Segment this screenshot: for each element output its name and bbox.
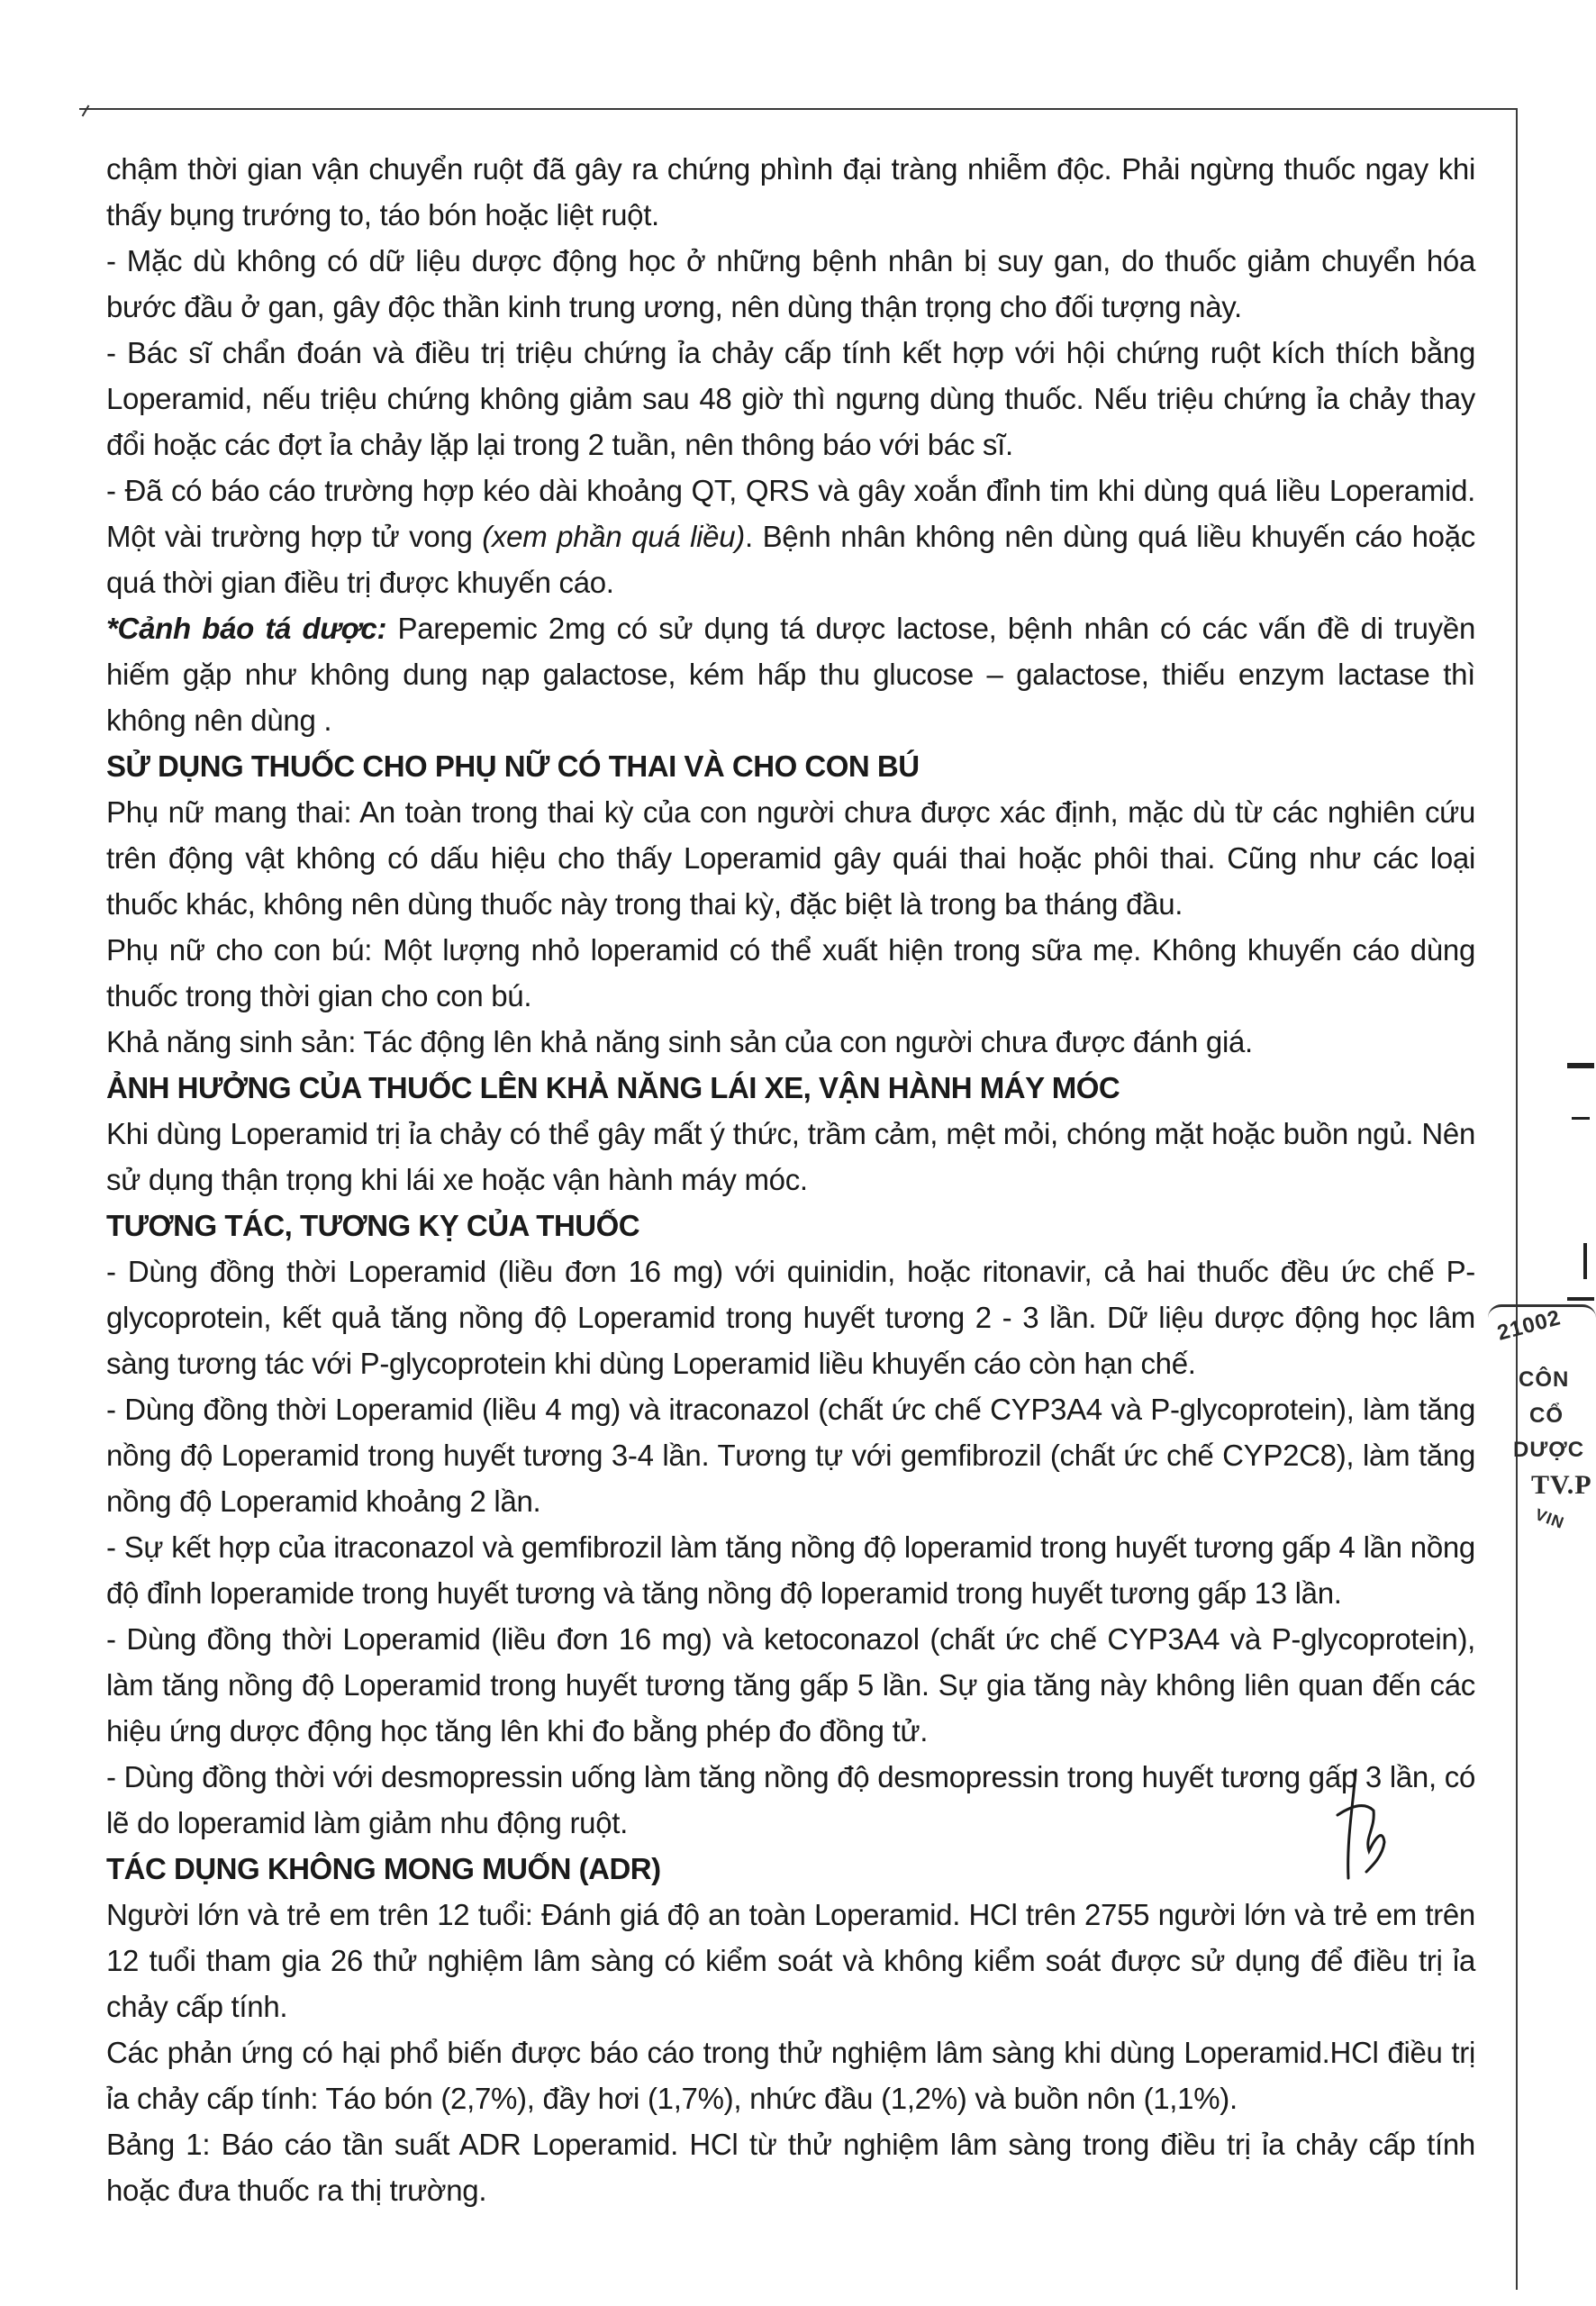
- section-heading: SỬ DỤNG THUỐC CHO PHỤ NỮ CÓ THAI VÀ CHO CON BÚ: [106, 749, 920, 783]
- warning-label: *Cảnh báo tá dược:: [106, 612, 387, 645]
- stamp-code: 21002: [1494, 1305, 1564, 1346]
- paragraph-text: . Bệnh nhân không nên dùng quá liều khuyến cáo hoặc quá thời gian điều trị được khuyến cáo.: [106, 520, 1475, 599]
- section-heading: ẢNH HƯỞNG CỦA THUỐC LÊN KHẢ NĂNG LÁI XE, VẬN HÀNH MÁY MÓC: [106, 1071, 1120, 1104]
- stamp-line-3: DƯỢC: [1513, 1438, 1585, 1462]
- paragraph: - Dùng đồng thời Loperamid (liều đơn 16 mg) với quinidin, hoặc ritonavir, cả hai thuốc đều ức chế P-glycoprotein, kết quả tăng nồng độ Loperamid trong huyết tương 2 - 3 lần. Dữ liệu dược động học lâm sàng tương tác với P-glycoprotein khi dùng Loperamid liều khuyến cáo còn hạn chế.: [106, 1255, 1475, 1380]
- cross-reference: (xem phần quá liều): [482, 520, 745, 553]
- paragraph: - Bác sĩ chẩn đoán và điều trị triệu chứng ỉa chảy cấp tính kết hợp với hội chứng ruột kích thích bằng Loperamid, nếu triệu chứng không giảm sau 48 giờ thì ngưng dùng thuốc. Nếu triệu chứng ỉa chảy thay đổi hoặc các đợt ỉa chảy lặp lại trong 2 tuần, nên thông báo với bác sĩ.: [106, 336, 1475, 461]
- paragraph: Phụ nữ cho con bú: Một lượng nhỏ loperamid có thể xuất hiện trong sữa mẹ. Không khuyến cáo dùng thuốc trong thời gian cho con bú.: [106, 933, 1475, 1012]
- document-body: [106, 146, 1475, 2213]
- corner-mark: [82, 104, 90, 116]
- section-heading: TÁC DỤNG KHÔNG MONG MUỐN (ADR): [106, 1852, 661, 1885]
- paragraph-text: - Đã có báo cáo trường hợp kéo dài khoảng QT, QRS và gây xoắn đỉnh tim khi dùng quá liều Loperamid. Một vài trường hợp tử vong: [106, 474, 1475, 553]
- paragraph: - Dùng đồng thời Loperamid (liều đơn 16 mg) và ketoconazol (chất ức chế CYP3A4 và P-glycoprotein), làm tăng nồng độ Loperamid trong huyết tương tăng gấp 5 lần. Sự gia tăng này không liên quan đến các hiệu ứng dược động học tăng lên khi đo bằng phép đo đồng tử.: [106, 1622, 1475, 1748]
- pharmacy-stamp: [1477, 1063, 1596, 1531]
- paragraph: Phụ nữ mang thai: An toàn trong thai kỳ của con người chưa được xác định, mặc dù từ các nghiên cứu trên động vật không có dấu hiệu cho thấy Loperamid gây quái thai hoặc phôi thai. Cũng như các loại thuốc khác, không nên dùng thuốc này trong thai kỳ, đặc biệt là trong ba tháng đầu.: [106, 795, 1475, 921]
- stamp-line-1: CÔN: [1519, 1367, 1570, 1392]
- paragraph: Bảng 1: Báo cáo tần suất ADR Loperamid. HCl từ thử nghiệm lâm sàng trong điều trị ỉa chảy cấp tính hoặc đưa thuốc ra thị trường.: [106, 2128, 1475, 2207]
- excipient-warning: [106, 605, 1475, 743]
- paragraph: [106, 468, 1475, 605]
- warning-text: Parepemic 2mg có sử dụng tá dược lactose, bệnh nhân có các vấn đề di truyền hiếm gặp như không dung nạp galactose, kém hấp thu glucose – galactose, thiếu enzym lactase thì không nên dùng .: [106, 612, 1475, 737]
- signature: [1319, 1766, 1401, 1883]
- paragraph: Khi dùng Loperamid trị ỉa chảy có thể gây mất ý thức, trầm cảm, mệt mỏi, chóng mặt hoặc buồn ngủ. Nên sử dụng thận trọng khi lái xe hoặc vận hành máy móc.: [106, 1117, 1475, 1196]
- stamp-line-5: VIN: [1532, 1504, 1567, 1533]
- section-heading: TƯƠNG TÁC, TƯƠNG KỴ CỦA THUỐC: [106, 1209, 640, 1242]
- paragraph: - Mặc dù không có dữ liệu dược động học ở những bệnh nhân bị suy gan, do thuốc giảm chuyển hóa bước đầu ở gan, gây độc thần kinh trung ương, nên dùng thận trọng cho đối tượng này.: [106, 244, 1475, 323]
- paragraph: Các phản ứng có hại phổ biến được báo cáo trong thử nghiệm lâm sàng khi dùng Loperamid.HCl điều trị ỉa chảy cấp tính: Táo bón (2,7%), đầy hơi (1,7%), nhức đầu (1,2%) và buồn nôn (1,1%).: [106, 2036, 1475, 2115]
- stamp-line-2: CỔ: [1529, 1403, 1564, 1428]
- paragraph: Khả năng sinh sản: Tác động lên khả năng sinh sản của con người chưa được đánh giá.: [106, 1025, 1253, 1058]
- stamp-line-4: TV.P: [1531, 1470, 1592, 1500]
- paragraph: - Dùng đồng thời với desmopressin uống làm tăng nồng độ desmopressin trong huyết tương gấp 3 lần, có lẽ do loperamid làm giảm nhu động ruột.: [106, 1760, 1475, 1839]
- paragraph: - Dùng đồng thời Loperamid (liều 4 mg) và itraconazol (chất ức chế CYP3A4 và P-glycoprotein), làm tăng nồng độ Loperamid trong huyết tương 3-4 lần. Tương tự với gemfibrozil (chất ức chế CYP2C8), làm tăng nồng độ Loperamid khoảng 2 lần.: [106, 1393, 1475, 1518]
- paragraph: Người lớn và trẻ em trên 12 tuổi: Đánh giá độ an toàn Loperamid. HCl trên 2755 người lớn và trẻ em trên 12 tuổi tham gia 26 thử nghiệm lâm sàng có kiểm soát và không kiểm soát được sử dụng để điều trị ỉa chảy cấp tính.: [106, 1898, 1475, 2023]
- paragraph: - Sự kết hợp của itraconazol và gemfibrozil làm tăng nồng độ loperamid trong huyết tương gấp 4 lần nồng độ đỉnh loperamide trong huyết tương và tăng nồng độ loperamid trong huyết tương gấp 13 lần.: [106, 1530, 1475, 1610]
- paragraph: chậm thời gian vận chuyển ruột đã gây ra chứng phình đại tràng nhiễm độc. Phải ngừng thuốc ngay khi thấy bụng trướng to, táo bón hoặc liệt ruột.: [106, 152, 1475, 232]
